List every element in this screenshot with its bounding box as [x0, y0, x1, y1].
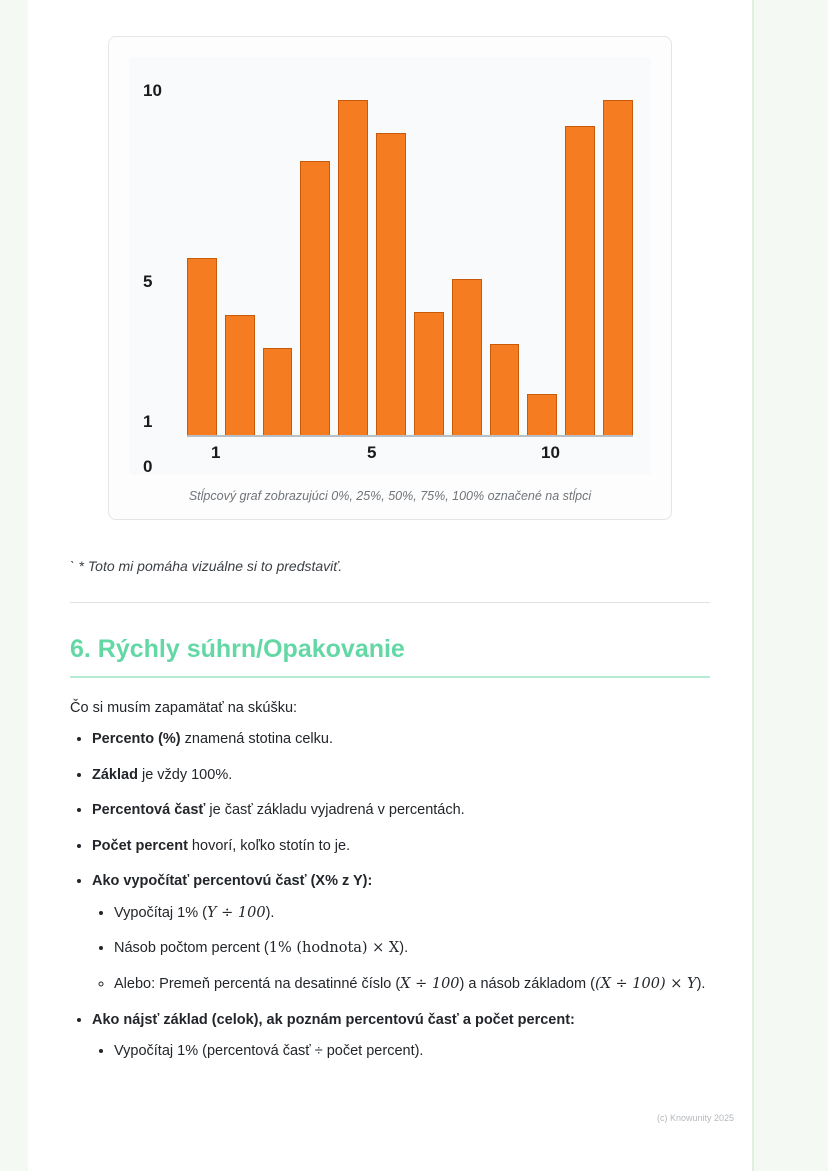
page-right-rule	[752, 0, 754, 1171]
bar-11	[565, 126, 595, 437]
bar-chart	[129, 57, 651, 475]
copyright-notice: (c) Knowunity 2025	[656, 1113, 734, 1123]
list-item-term: Počet percent	[92, 837, 188, 854]
formula: X ÷ 100	[400, 975, 460, 992]
bar-12	[603, 100, 633, 437]
sub-text-end: ).	[696, 975, 706, 992]
axis-baseline	[187, 435, 633, 437]
bar-8	[452, 279, 482, 437]
list-item	[92, 872, 710, 994]
list-item-text: znamená stotina celku.	[180, 731, 333, 747]
list-item-text: je časť základu vyjadrená v percentách.	[205, 802, 465, 819]
y-tick-1: 1	[143, 412, 153, 431]
list-item-text: hovorí, koľko stotín to je.	[187, 837, 351, 854]
list-item-term: Percento (%)	[92, 731, 181, 747]
x-tick-10: 10	[541, 443, 560, 462]
chart-card	[108, 36, 672, 520]
bar-6	[376, 133, 406, 437]
list-item-term: Ako vypočítať percentovú časť (X% z Y):	[92, 873, 373, 890]
bar-4	[300, 161, 330, 437]
list-item	[114, 1042, 710, 1062]
summary-sublist	[92, 904, 710, 995]
x-tick-1: 1	[211, 443, 221, 462]
list-item	[92, 730, 710, 750]
summary-list	[70, 730, 710, 1062]
y-tick-10: 10	[143, 81, 162, 100]
sub-text: Vypočítaj 1% (	[114, 904, 207, 921]
section-divider	[70, 602, 710, 603]
sub-text-mid: ) a násob základom (	[459, 975, 595, 992]
list-item	[92, 837, 710, 857]
bar-2	[225, 315, 255, 437]
section-lead: Čo si musím zapamätať na skúšku:	[70, 700, 298, 716]
formula-2: (X ÷ 100) × Y	[594, 975, 697, 992]
list-item	[92, 1011, 710, 1062]
sub-text: Násob počtom percent (	[114, 940, 269, 957]
sub-text: Vypočítaj 1% (percentová časť ÷ počet percent).	[114, 1043, 424, 1060]
list-item-term: Ako nájsť základ (celok), ak poznám percentovú časť a počet percent:	[92, 1011, 575, 1028]
chart-caption: Stĺpcový graf zobrazujúci 0%, 25%, 50%, 75%, 100% označené na stĺpci	[188, 489, 592, 503]
bar-5	[338, 100, 368, 437]
formula: Y ÷ 100	[206, 904, 266, 921]
list-item	[114, 904, 710, 924]
list-item	[114, 939, 710, 959]
list-item-term: Percentová časť	[92, 802, 206, 819]
page-content	[28, 0, 752, 1062]
y-tick-5: 5	[143, 272, 153, 291]
list-item	[114, 975, 710, 995]
sub-text: Alebo: Premeň percentá na desatinné číslo (	[114, 975, 401, 992]
plot-area	[187, 79, 633, 437]
visual-note: ` * Toto mi pomáha vizuálne si to predstaviť.	[70, 558, 343, 574]
bar-1	[187, 258, 217, 437]
page-title: 6. Rýchly súhrn/Opakovanie	[70, 635, 710, 678]
bar-7	[414, 312, 444, 437]
y-tick-0: 0	[143, 457, 153, 475]
sub-text-end: ).	[399, 940, 409, 957]
bar-9	[490, 344, 520, 437]
bar-series	[187, 79, 633, 437]
list-item	[92, 801, 710, 821]
x-tick-5: 5	[367, 443, 377, 462]
bar-10	[527, 394, 557, 437]
list-item	[92, 766, 710, 786]
formula: 1% (hodnota) × X	[268, 940, 400, 957]
document-page	[28, 0, 752, 1171]
bar-3	[263, 348, 293, 438]
list-item-text: je vždy 100%.	[137, 766, 233, 783]
summary-sublist-2	[92, 1042, 710, 1062]
list-item-term: Základ	[92, 766, 138, 783]
sub-text-end: ).	[265, 904, 275, 921]
